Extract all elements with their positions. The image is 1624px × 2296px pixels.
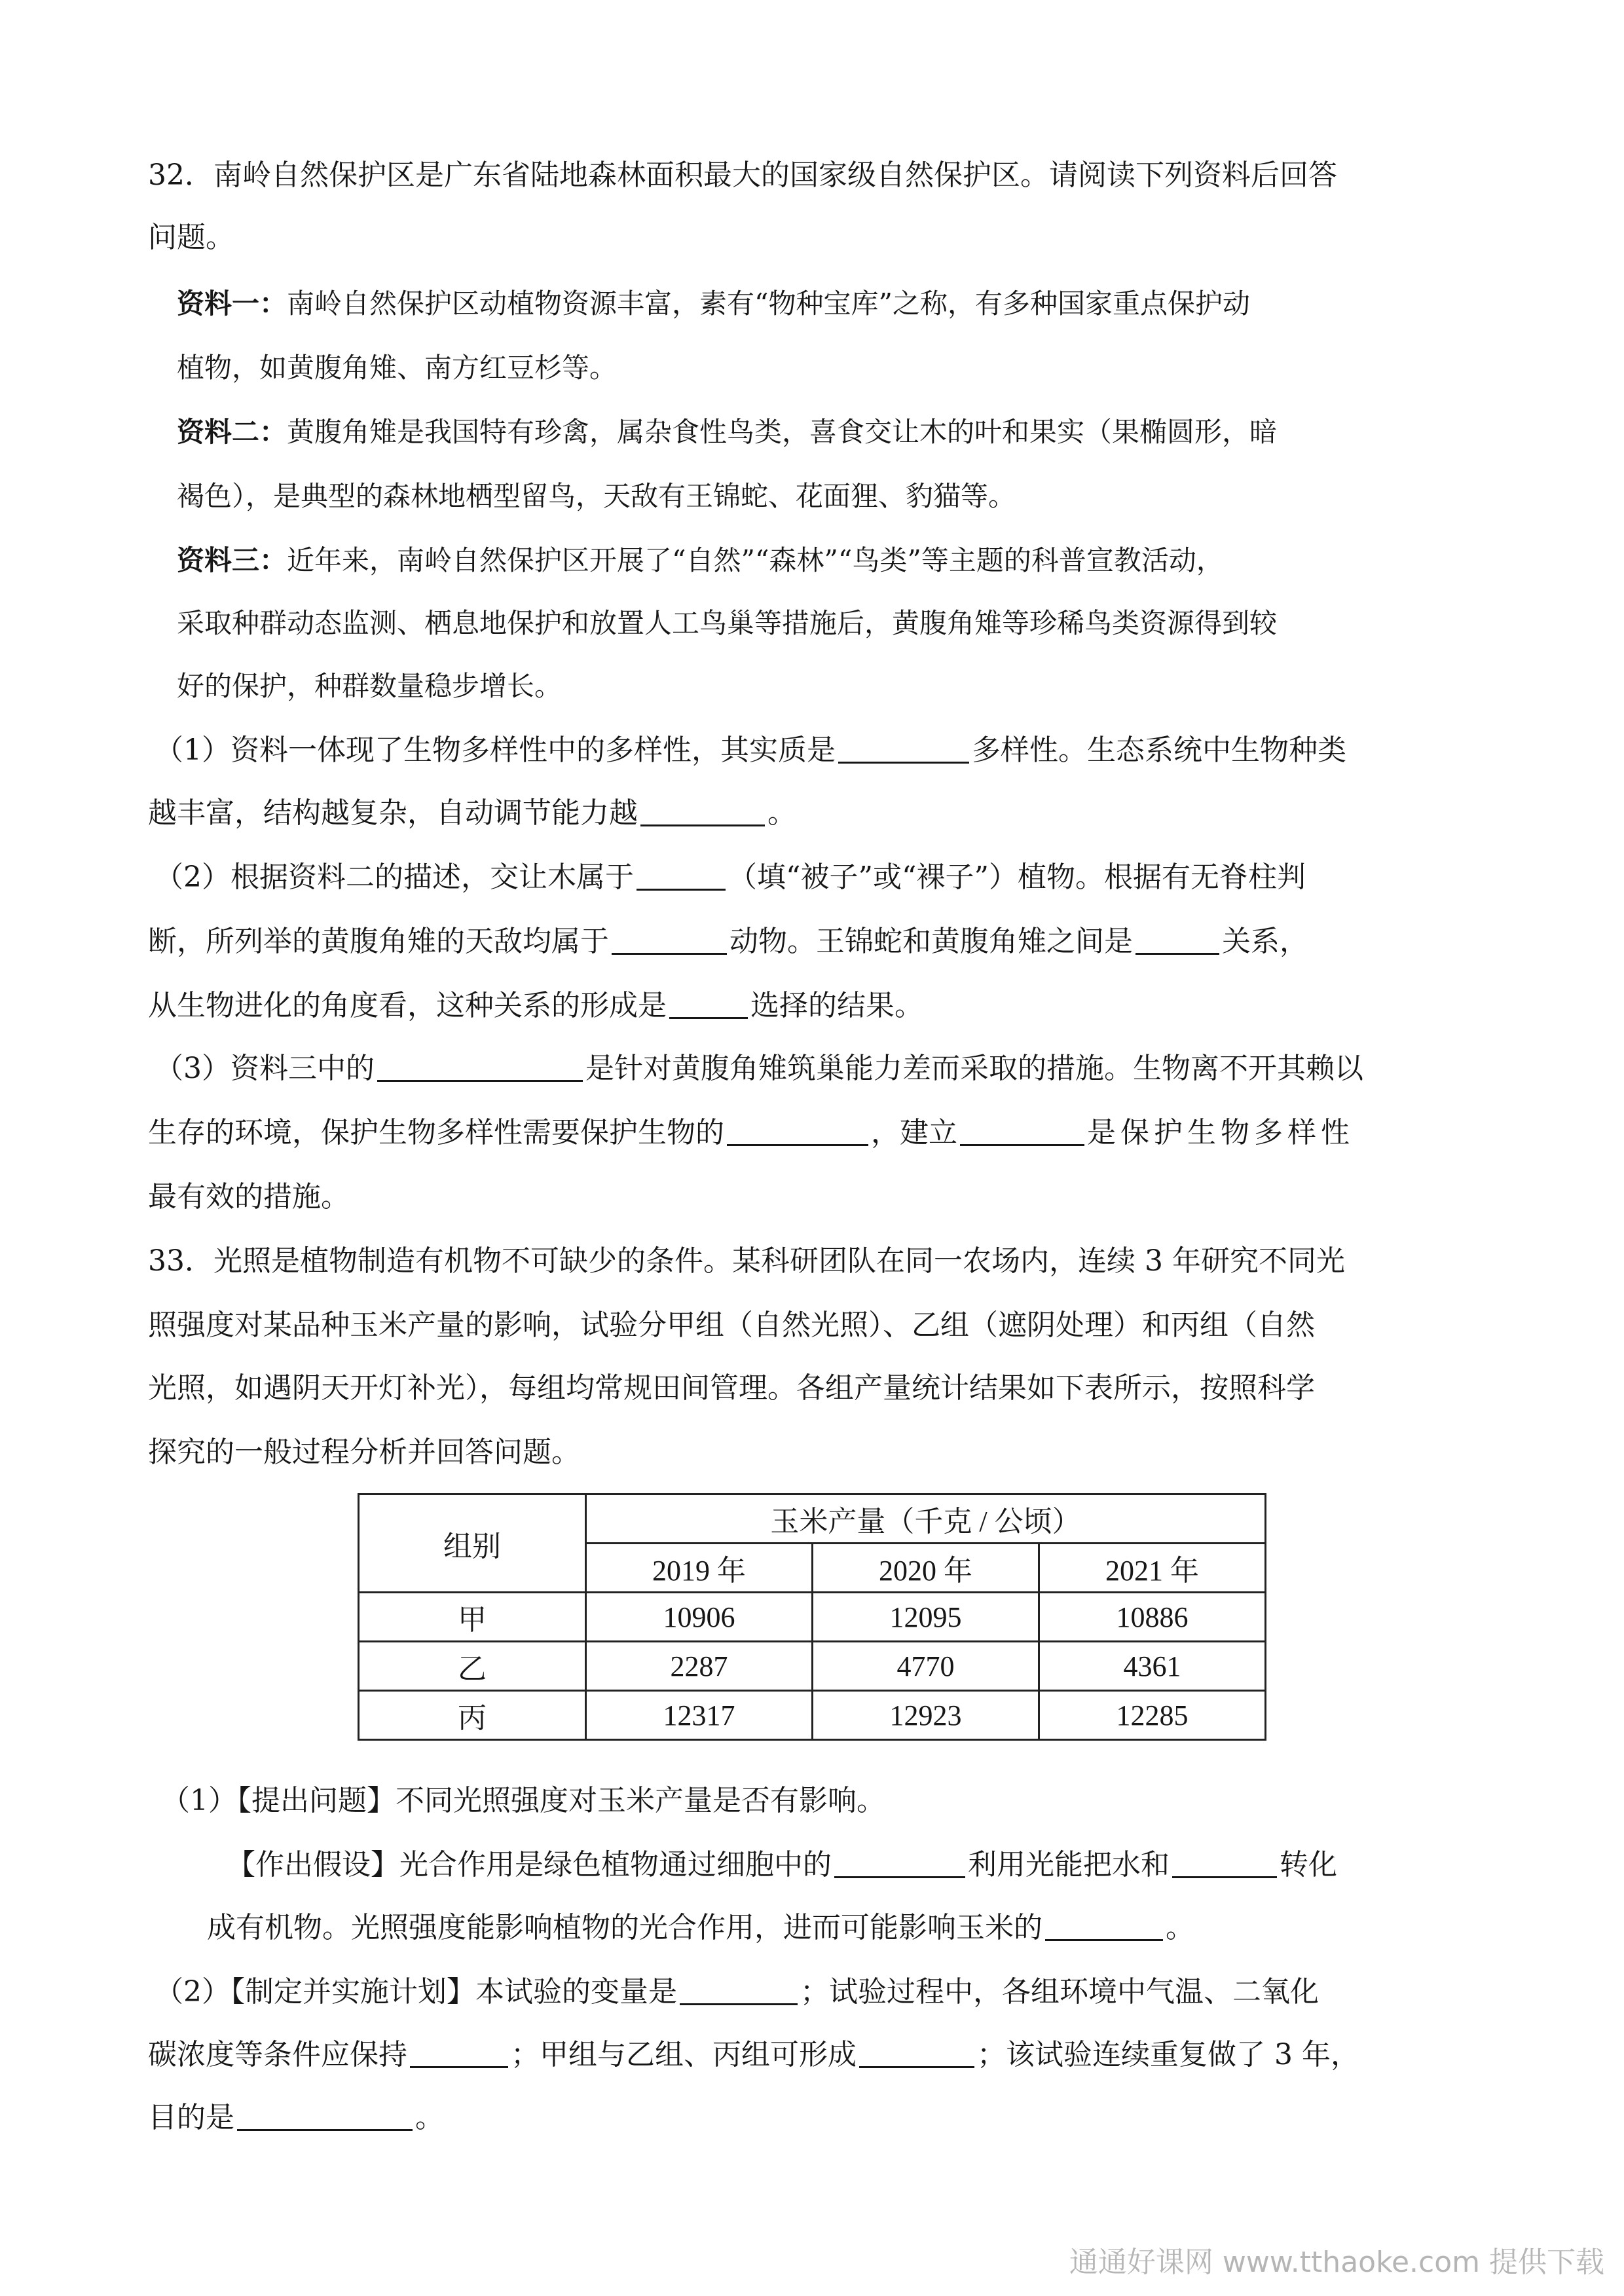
q32-title-line-1: 32．南岭自然保护区是广东省陆地森林面积最大的国家级自然保护区。请阅读下列资料后回答 <box>148 158 1337 192</box>
q33-line-3: 光照，如遇阴天开灯补光），每组均常规田间管理。各组产量统计结果如下表所示，按照科学 <box>148 1371 1315 1405</box>
table-header-group: 组别 <box>359 1494 586 1593</box>
q33-sub1-text-e: 成有机物。光照强度能影响植物的光合作用，进而可能影响玉米的 <box>207 1911 1043 1944</box>
q33-sub1-text-b: 【作出假设】光合作用是绿色植物通过细胞中的 <box>227 1848 832 1881</box>
answer-blank[interactable] <box>410 2037 508 2068</box>
q33-sub2-text-b: ；试验过程中，各组环境中气温、二氧化 <box>800 1975 1319 2009</box>
q32-part1-text-c: 越丰富，结构越复杂，自动调节能力越 <box>148 796 638 830</box>
table-cell: 12923 <box>813 1691 1039 1740</box>
q33-sub2-text-f: 目的是 <box>148 2101 234 2134</box>
material-1-line-1 <box>177 286 1250 322</box>
q32-part3-line-1 <box>155 1050 1363 1087</box>
q33-sub1-text-d: 转化 <box>1280 1848 1337 1881</box>
table-header-year: 2019 年 <box>586 1544 813 1593</box>
q33-sub2-text-g: 。 <box>415 2101 444 2134</box>
material-2-line-1 <box>177 414 1277 451</box>
q33-line-2: 照强度对某品种玉米产量的影响，试验分甲组（自然光照）、乙组（遮阴处理）和丙组（自然 <box>148 1308 1315 1342</box>
answer-blank[interactable] <box>1135 924 1219 955</box>
q33-sub2-text-d: ；甲组与乙组、丙组可形成 <box>511 2038 857 2071</box>
yield-table <box>358 1493 1266 1741</box>
q32-part2-text-f: 从生物进化的角度看，这种关系的形成是 <box>148 989 667 1022</box>
table-cell: 4361 <box>1039 1642 1266 1691</box>
table-cell: 12095 <box>813 1593 1039 1642</box>
q32-part2-text-b: （填“被子”或“裸子”）植物。根据有无脊柱判 <box>728 861 1306 894</box>
q33-sub1-text-c: 利用光能把水和 <box>968 1848 1170 1881</box>
q33-sub1-line-1: （1）【提出问题】不同光照强度对玉米产量是否有影响。 <box>161 1784 885 1817</box>
answer-blank[interactable] <box>637 860 726 891</box>
footer-watermark: 通通好课网 www.tthaoke.com 提供下载 <box>1069 2246 1604 2279</box>
q32-part2-text-a: （2）根据资料二的描述，交让木属于 <box>155 861 634 894</box>
answer-blank[interactable] <box>669 988 748 1019</box>
q32-part3-text-d: ，建立 <box>871 1116 957 1149</box>
q33-line-1: 33．光照是植物制造有机物不可缺少的条件。某科研团队在同一农场内，连续 3 年研究不同光 <box>148 1244 1345 1278</box>
q32-part2-text-c: 断，所列举的黄腹角雉的天敌均属于 <box>148 925 609 958</box>
table-cell: 10906 <box>586 1593 813 1642</box>
q33-sub1-line-3 <box>207 1910 1194 1946</box>
table-cell: 10886 <box>1039 1593 1266 1642</box>
answer-blank[interactable] <box>834 1847 965 1878</box>
table-cell-group: 丙 <box>359 1691 586 1740</box>
answer-blank[interactable] <box>1172 1847 1277 1878</box>
table-cell-group: 甲 <box>359 1593 586 1642</box>
table-cell: 12285 <box>1039 1691 1266 1740</box>
q32-part1-line-1 <box>155 732 1346 769</box>
q32-part3-text-b: 是针对黄腹角雉筑巢能力差而采取的措施。生物离不开其赖以 <box>585 1052 1363 1085</box>
material-2-line-2: 褐色），是典型的森林地栖型留鸟，天敌有王锦蛇、花面狸、豹猫等。 <box>177 480 1016 512</box>
table-cell: 2287 <box>586 1642 813 1691</box>
q32-part1-text-d: 。 <box>767 796 796 830</box>
q32-title-line-2: 问题。 <box>148 221 234 254</box>
q32-part2-text-g: 选择的结果。 <box>750 989 923 1022</box>
material-3-text: 近年来，南岭自然保护区开展了“自然”“森林”“鸟类”等主题的科普宣教活动， <box>287 544 1224 576</box>
q33-sub2-line-1 <box>155 1974 1319 2010</box>
q33-sub2-text-a: （2）【制定并实施计划】本试验的变量是 <box>155 1975 677 2009</box>
table-row <box>359 1691 1266 1740</box>
q32-part3-line-2 <box>148 1115 1354 1151</box>
q32-part2-text-e: 关系， <box>1222 925 1308 958</box>
table-row <box>359 1642 1266 1691</box>
answer-blank[interactable] <box>859 2037 974 2068</box>
q32-part3-line-3: 最有效的措施。 <box>148 1180 350 1213</box>
q33-sub2-text-c: 碳浓度等条件应保持 <box>148 2038 407 2071</box>
answer-blank[interactable] <box>640 796 765 826</box>
answer-blank[interactable] <box>612 924 727 955</box>
table-row <box>359 1593 1266 1642</box>
material-1-label: 资料一： <box>177 287 287 320</box>
q32-part1-line-2 <box>148 795 796 832</box>
q32-part3-text-e: 是保护生物多样性 <box>1087 1116 1354 1149</box>
table-cell: 4770 <box>813 1642 1039 1691</box>
material-2-label: 资料二： <box>177 416 287 448</box>
q33-sub2-line-2 <box>148 2037 1359 2073</box>
material-3-label: 资料三： <box>177 544 287 576</box>
answer-blank[interactable] <box>237 2100 413 2131</box>
q33-sub1-text-f: 。 <box>1166 1911 1194 1944</box>
answer-blank[interactable] <box>377 1051 583 1082</box>
table-header-year: 2020 年 <box>813 1544 1039 1593</box>
material-1-line-2: 植物，如黄腹角雉、南方红豆杉等。 <box>177 352 618 384</box>
material-3-line-2: 采取种群动态监测、栖息地保护和放置人工鸟巢等措施后，黄腹角雉等珍稀鸟类资源得到较 <box>177 607 1278 639</box>
q32-part2-line-3 <box>148 988 923 1024</box>
answer-blank[interactable] <box>960 1115 1084 1146</box>
table-cell: 12317 <box>586 1691 813 1740</box>
q32-part3-text-a: （3）资料三中的 <box>155 1052 375 1085</box>
q33-sub1-line-2 <box>227 1847 1337 1883</box>
q32-part2-line-2 <box>148 923 1308 960</box>
answer-blank[interactable] <box>838 733 969 764</box>
answer-blank[interactable] <box>680 1974 798 2005</box>
material-3-line-1 <box>177 542 1224 579</box>
table-cell-group: 乙 <box>359 1642 586 1691</box>
q32-part2-line-1 <box>155 859 1306 896</box>
answer-blank[interactable] <box>1045 1910 1163 1941</box>
q32-part1-text-a: （1）资料一体现了生物多样性中的多样性，其实质是 <box>155 733 836 767</box>
table-header-yield: 玉米产量（千克 / 公顷） <box>586 1494 1266 1544</box>
q33-sub2-text-e: ；该试验连续重复做了 3 年， <box>977 2038 1359 2071</box>
q32-part1-text-b: 多样性。生态系统中生物种类 <box>972 733 1346 767</box>
q32-part2-text-d: 动物。王锦蛇和黄腹角雉之间是 <box>729 925 1133 958</box>
table-header-year: 2021 年 <box>1039 1544 1266 1593</box>
material-3-line-3: 好的保护，种群数量稳步增长。 <box>177 670 563 702</box>
q33-line-4: 探究的一般过程分析并回答问题。 <box>148 1435 580 1469</box>
q32-part3-text-c: 生存的环境，保护生物多样性需要保护生物的 <box>148 1116 724 1149</box>
material-2-text: 黄腹角雉是我国特有珍禽，属杂食性鸟类，喜食交让木的叶和果实（果椭圆形，暗 <box>287 416 1278 448</box>
answer-blank[interactable] <box>727 1115 868 1146</box>
q33-sub2-line-3 <box>148 2100 444 2136</box>
material-1-text: 南岭自然保护区动植物资源丰富，素有“物种宝库”之称，有多种国家重点保护动 <box>287 287 1250 320</box>
